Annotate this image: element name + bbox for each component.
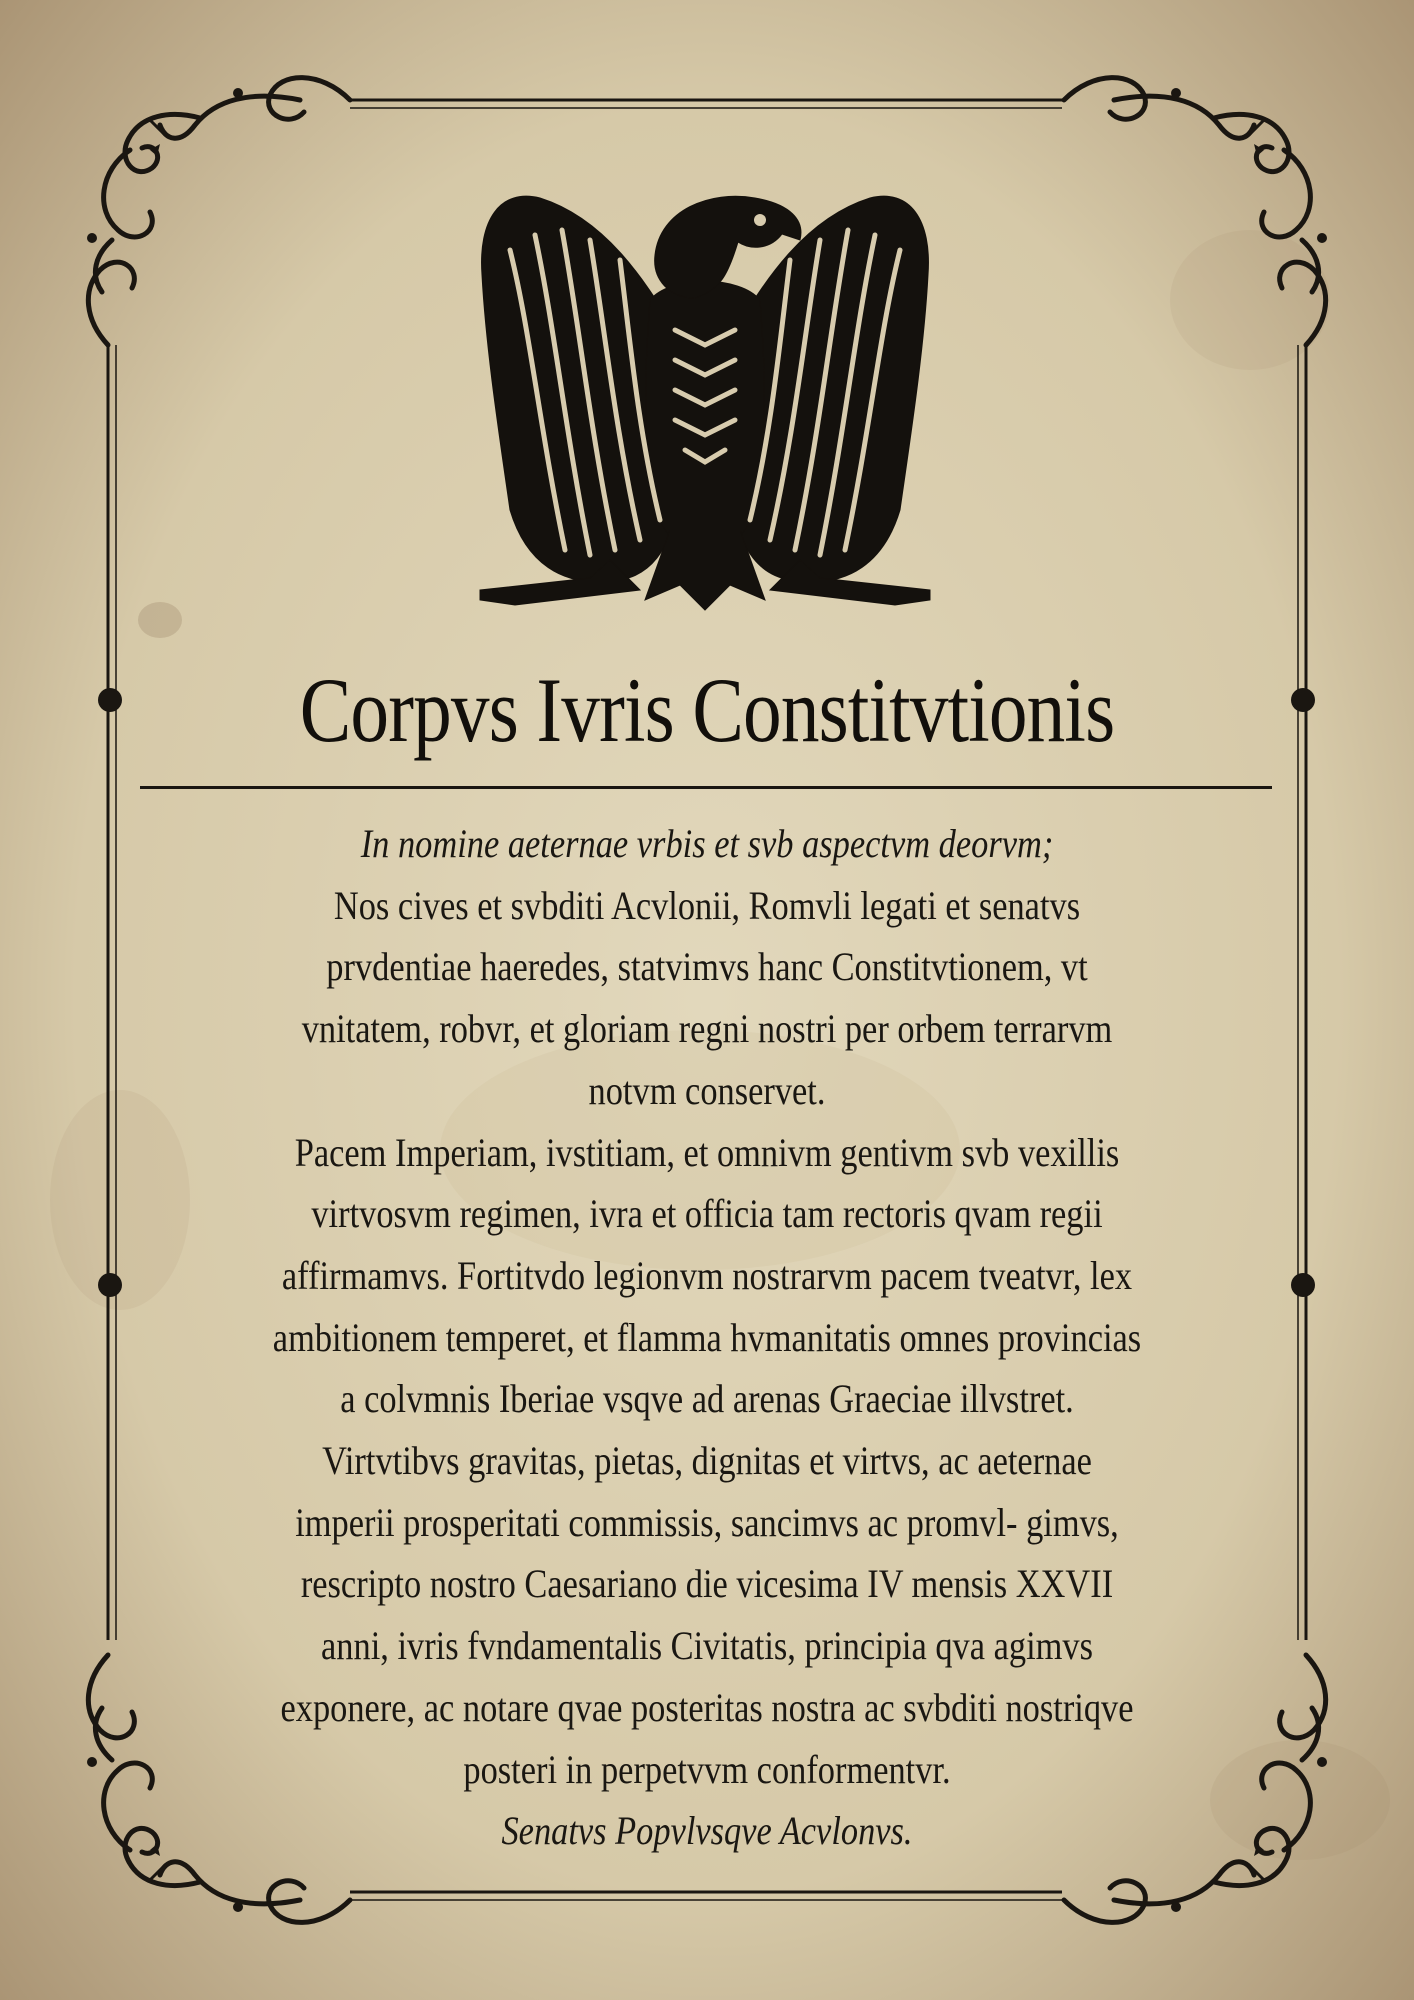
body-line: rescripto nostro Caesariano die vicesima IV mensis XXVII [300,1561,1114,1607]
body-line: affirmamvs. Fortitvdo legionvm nostrarvm pacem tveatvr, lex [281,1252,1133,1298]
body-line: anni, ivris fvndamentalis Civitatis, principia qva agimvs [321,1623,1093,1669]
body-line: virtvosvm regimen, ivra et officia tam rectoris qvam regii [311,1191,1103,1237]
corner-flourish [87,78,350,345]
body-line: imperii prosperitati commissis, sancimvs ac promvl- gimvs, [295,1499,1119,1545]
body-line: notvm conservet. [588,1067,826,1113]
body-line: a colvmnis Iberiae vsqve ad arenas Graeciae illvstret. [340,1376,1074,1422]
body-line: Virtvtibvs gravitas, pietas, dignitas et virtvs, ac aeternae [322,1438,1092,1484]
signature-line: Senatvs Popvlvsqve Acvlonvs. [501,1808,913,1854]
body-line: ambitionem temperet, et flamma hvmanitatis omnes provincias [272,1314,1142,1360]
invocation-line: In nomine aeternae vrbis et svb aspectvm deorvm; [360,821,1054,866]
body-line: prvdentiae haeredes, statvimvs hanc Constitvtionem, vt [326,944,1088,990]
document-title: Corpvs Ivris Constitvtionis [299,659,1115,761]
body-line: posteri in perpetvvm conformentvr. [463,1746,951,1792]
body-line: vnitatem, robvr, et gloriam regni nostri per orbem terrarvm [301,1006,1113,1052]
document-body [170,813,1244,1862]
body-line: Pacem Imperiam, ivstitiam, et omnivm gentivm svb vexillis [294,1129,1120,1175]
eagle-icon [470,180,940,620]
title-divider [140,786,1272,789]
body-line: Nos cives et svbditi Acvlonii, Romvli legati et senatvs [333,882,1081,928]
body-line: exponere, ac notare qvae posteritas nostra ac svbditi nostriqve [280,1684,1134,1730]
